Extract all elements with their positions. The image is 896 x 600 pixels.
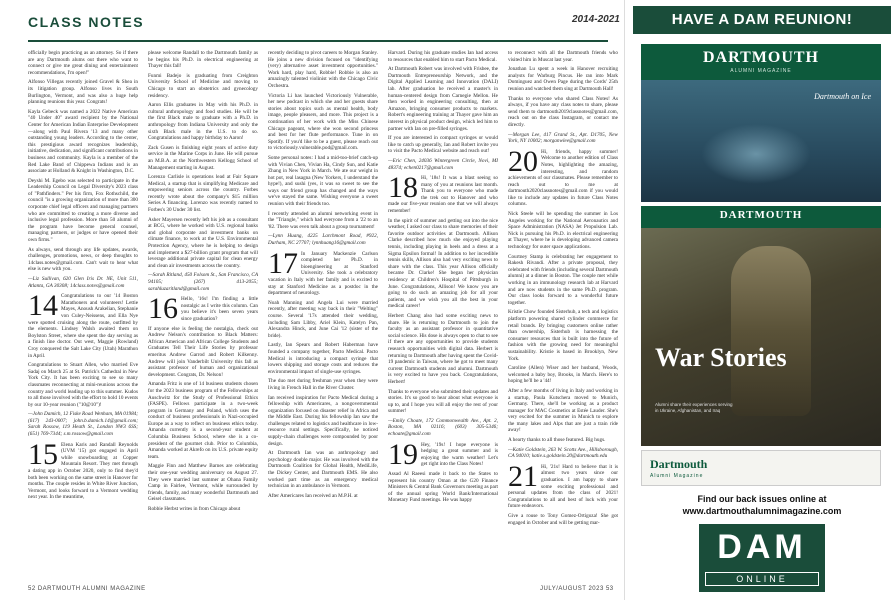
- paragraph: Give a rouse to Tony Gomez-Ortigoza! She got engaged in October and will be getting mar-: [508, 513, 618, 526]
- paragraph: Some personal notes: I had a mid-too-brief catch-up with Vivian Chen, Vivian Ha, Cindy Sun, and Katie Zhang in New York in March. We ate our weight in hot pot, real lasagna (New Yorkers, I understand the hype!), and sushi (yes, it was so sweet to see the ways our friend group has changed and the ways we've stayed the same. Wishing everyone a sweet reunion with their friends too.: [268, 154, 378, 208]
- cover-title: War Stories: [655, 343, 787, 372]
- paragraph: Alfonso Villegas recently joined Gravel & Shea in its litigation group. Alfonso lives in South Burlington, Vermont, and was also a huge help planning reunions this year. Congrats!: [28, 79, 138, 106]
- paragraph: Noah Manning and Angela Lui were married recently, after meeting way back in their "Welting" course. Several '17s attended their wedding, including Sam Libby, Ariel Klein, Katelyn Pan, Alexandra Hinck, and June Cai '12 (sister of the bride).: [268, 299, 378, 339]
- paragraph: A hearty thanks to all those featured. Big hugs.: [508, 437, 606, 444]
- paragraph: Hi, '18s! It was a blast seeing so many of you at reunions last month. Thank you to everyone who made the trek out to Hanover and who made our five-year reunion one that we will always remember!: [388, 175, 498, 215]
- magazine-cover-strip: [641, 450, 881, 486]
- footer-left: 52 DARTMOUTH ALUMNI MAGAZINE: [28, 586, 146, 592]
- class-entry-17: [268, 246, 378, 500]
- footer-right: JULY/AUGUST 2023 53: [540, 586, 614, 592]
- paragraph: Nick Steele will be spending the summer in Los Angeles working for the National Aeronautics and Space Administration (NASA) Jet Propulsion Lab. Nick is pursuing his Ph.D. in electrical engineering at Thayer, where he is developing advanced camera technology for outer space applications.: [508, 211, 618, 251]
- paragraph: Maggie Finn and Matthew Barnes are celebrating their one-year wedding anniversary on August 27. They were married last summer at Ohana Family Camp in Fairlee, Vermont, while surrounded by friends, family, and many wonderful Dartmouth and Geisel classmates.: [148, 463, 258, 503]
- class-year-number: 18: [388, 171, 418, 205]
- class-year-number: 21: [508, 459, 538, 493]
- class-year-number: 17: [268, 246, 298, 280]
- column-3: [268, 50, 378, 585]
- paragraph: After Americares Ian received an M.P.H. at: [268, 492, 358, 499]
- signature: —Liz Sullivan, 620 Glen Iris Dr. NE, Unit 511, Atlanta, GA 30308; 14class.notes@gmail.com: [28, 276, 138, 289]
- paragraph: Harvard. During his graduate studies Ian had access to resources that enabled him to start Pacto Medical.: [388, 50, 498, 63]
- magazine-cover-war-stories: [641, 206, 881, 446]
- ad-url-link[interactable]: www.dartmouthalumnimagazine.com: [682, 506, 842, 516]
- column-2: [148, 50, 258, 585]
- paragraph: After a few months of living in Italy and working in a startup, Paula Kutschera moved to Munich, Germany. There, she'll be working as a product manager for MAC Cosmetics at Estée Lauder. She's very excited for the summer in Munich to explore the many lakes and Alps that are just a train ride away!: [508, 387, 618, 434]
- class-entry-19: [388, 437, 498, 504]
- signature: —Sarah Ritland, 450 Folsom St., San Francisco, CA 94105; (267) 413-2055; sarahluzaritland@gmail.com: [148, 272, 258, 292]
- paragraph: Funmi Badejo is graduating from Creighton University School of Medicine and moving to Chicago to start an obstetrics and gynecology residency.: [148, 72, 258, 99]
- signature: —Morgan Lee, 417 Grand St., Apt. D1705, New York, NY 10002; morganwlee@gmail.com: [508, 131, 618, 145]
- paragraph: In January Mackenzie Carlson completed her Ph.D. in bioengineering at Stanford University. She took a celebratory vacation in Italy with her family and is excited to stay at Stanford Medicine as a postdoc in the department of neurology.: [268, 250, 378, 297]
- paragraph: At Dartmouth Robert was involved with Frisbee, the Dartmouth Entrepreneurship Network, and the Digital Applied Learning and Innovation (DALI) lab. After graduation he received a master's in human-centered design from Carnegie Mellon. He then worked in engineering consulting, then at Amazon, bringing consumer products to markets. Robert's engineering training at Thayer gave him an interest in physical product design, which led him to partner with Ian on pre-filled syringes.: [388, 66, 498, 132]
- paragraph: Kristie Chow founded Sisterhub, a tech and logistics platform powering shared cylinder commerce for retail brands. By bringing customers online rather than ownership, Sisterhub is harnessing the consumer resources that is built into the future of fashion with the growing need for meaningful sustainability. Kristie is based in Brooklyn, New York.: [508, 309, 618, 362]
- paragraph: I recently attended an alumni networking event in the "Triangle," which had everyone from a '22 to an '82. There was even talk about a group tournament!: [268, 210, 378, 230]
- paragraph: Victoria Li has launched Victoriously Vulnerable, her new podcast in which she and her guests share stories about topics such as mental health, body image, people pleasers, and more. This project is a continuation of her work with the Miss Chinese Chicago pageant, where she won second princess and best for her flute performance. Tune in on Spotify. If you'd like to be a guest, please reach out to victoriously.vulnerable.pod@gmail.com.: [268, 92, 378, 152]
- paragraph: Courtney Stamp is celebrating her engagement to Rakesh Rivandi. After a private proposal, they celebrated with friends (including several Dartmouth alumni) at a dinner in Boston. The couple met while working in an immunology research lab at Harvard and are now students in the same Ph.D. program. Our class looks forward to a wonderful future together.: [508, 253, 618, 306]
- paragraph: As always, send through any life updates, awards, challenges, promotions, news, or deep thoughts to 14class.notes@gmail.com. Can't wait to hear what else is new with you.: [28, 246, 138, 273]
- paragraph: Jonathan Lu spent a week in Hanover recruiting analysts for Warburg Pincus. He ran into Mark Dominguez and Owen Page during the Cords' 25th reunion and watched them sing at Dartmouth Hall!: [508, 66, 618, 92]
- paragraph: In the spirit of summer and getting out into the nice weather, I asked our class to share memories of their favorite outdoor activities at Dartmouth. Allison Clarke described how much she enjoyed playing tennis, including playing in heels and a dress at a Sigma Epsilon formal! In addition to her incredible tennis skills, Allison also had very exciting news to share with the class. This year Allison officially became Dr. Clarke! She began her physician residency at Children's Hospital of Pittsburgh in June. Congratulations, Allison! We know you are going to do such an amazing job for all your patients, and we wish you all the best in your medical career!: [388, 217, 498, 310]
- cover-caption: Alumni share their experiences serving in Ukraine, Afghanistan, and Iraq: [655, 402, 733, 413]
- paragraph: Herbert Chang also had some exciting news to share. He is returning to Dartmouth to join the faculty as an assistant professor in quantitative social science. His dose is always open to chat to see if there are any opportunities to provide students research opportunities with digital data. Herbert is returning to Dartmouth after having spent the Covid-19 pandemic in Taiwan, where he got to meet many current Dartmouth students and alumni. Dartmouth is very excited to have you back. Congratulations, Herbert!: [388, 312, 498, 385]
- column-5: [508, 50, 618, 585]
- class-year-number: 15: [28, 437, 58, 471]
- paragraph: Ian received inspiration for Pacto Medical during a fellowship with Americares, a nongovernmental organization focused on disaster relief in Africa and the Middle East. During his fellowship Ian saw the challenges related to logistics and healthcare in low-resource rural settings. Specifically, he noticed supply-chain challenges were compounded by poor design.: [268, 394, 378, 447]
- paragraph: Hello, '16s! I'm finding a little nostalgic as I write this column. Can you believe it's been seven years since graduation?: [181, 296, 258, 322]
- column-1: [28, 50, 138, 585]
- signature: —Emily Choate, 172 Commonwealth Ave., Apt. 2, Boston, MA 02116; (603) 305-5346; echoate@gmail.com: [388, 417, 498, 438]
- masthead-subtitle: ALUMNI MAGAZINE: [730, 68, 792, 74]
- ad-headline: HAVE A DAM REUNION!: [633, 6, 891, 34]
- class-year-number: 16: [148, 292, 178, 326]
- paragraph: to reconnect with all the Dartmouth friends who visited him in Muscat last year.: [508, 50, 618, 63]
- paragraph: Hey, '19s! I hope everyone is hedging a great summer and is enjoying the warm weather! Let's get right into the Class Notes!: [421, 441, 498, 468]
- signature: —Eric Chen, 24036 Wintergreen Circle, Novi, MI 48374; echen0217@gmail.com: [388, 157, 498, 171]
- column-4: [388, 50, 498, 585]
- class-entry-16: [148, 292, 258, 512]
- ad-find-text: Find our back issues online at: [697, 494, 827, 504]
- class-year-number: 20: [508, 144, 538, 178]
- paragraph: please welcome Randall to the Dartmouth family as he begins his Ph.D. in electrical engineering at Thayer this fall!: [148, 50, 258, 70]
- paragraph: Asher Mayersen recently left his job as a consultant at BCG, where he worked with U.S. regional banks and global corporate and investment banks on climate finance, to work at the U.S. Environmental Protection Agency, where he is helping to design and implement a $27-billion grant program that will leverage additional private capital for clean energy and clean air investments across the country.: [148, 216, 258, 269]
- paragraph: Hi, friends, happy summer! Welcome to another edition of Class Notes, highlighting the amazing, interesting, and random achievements of our classmates. Please remember to reach out to me at dartmouth2020classnotes@gmail.com if you would like to include any updates in future Class Notes columns.: [508, 148, 618, 208]
- reunion-ad[interactable]: [624, 0, 896, 600]
- class-year-number: 14: [28, 289, 58, 323]
- paragraph: Caroline (Allen) Wiser and her husband, Woods, welcomed a baby boy, Brooks, in March. Here's to hoping he'll be a '44!: [508, 365, 618, 385]
- paragraph: Hi, '21s! Hard to believe that it is almost two years since our graduation. I am happy to share some exciting professional and personal updates from the class of 2021! Congratulations to all and best of luck with your future endeavors.: [508, 463, 618, 510]
- cover-photo-highlight: [701, 124, 811, 184]
- paragraph: Zack Gusen is finishing eight years of active duty service in the Marine Corps in June. He will pursue an M.B.A. at the Northwestern Kellogg School of Management starting in August.: [148, 144, 258, 171]
- paragraph: Aaron Ellis graduates in May with his Ph.D. in cultural anthropology and food studies. He will be the first Black male to graduate with a Ph.D. in anthropology from Indiana University and only the sixth Black male in the U.S. to do so. Congratulations and happy birthday to Aaron!: [148, 102, 258, 142]
- paragraph: Lastly, Ian Spears and Robert Haberman have founded a company together, Pacto Medical. Pacto Medical is introducing a compact syringe that lowers shipping and storage costs and reduces the environmental impact of single-use syringes.: [268, 342, 378, 375]
- paragraph: Assad Al Raeesi made it back to the States to represent his country Oman at the G20 Finance Ministers & Central Bank Governors meeting as part of the annual spring World Bank/International Monetary Fund meetings. He was happy: [388, 471, 498, 504]
- class-entry-15: [28, 437, 138, 501]
- signature: —John Damich, 12 Fiske Road Wenham, MA 01984; (617) 243-0007; john.b.damich.14@gmail.com; Sarah Rossow, 119 Heath St., London NW3 6SS; (651) 769-7344; s.m.rossow@gmail.com: [28, 411, 138, 438]
- soldier-figure: [731, 246, 811, 416]
- paragraph: Deyshi M. Egebo was selected to participate in the Leadership Council on Legal Diversity's 2023 class of "Pathfinders." Per his firm, Fox Rothschild, the council "is a growing organization of more than 300 corporate chief legal officers and managing partners who are committed to creating a more diverse and inclusive legal profession. More than 50 alumni of the program have become general counsel, managing partners, or judges or have opened their own firms.": [28, 177, 138, 244]
- paragraph: officially begin practicing as an attorney. So if there are any Dartmouth alums out there who want to connect or give me great dining and entertainment recommendations, I'm open!": [28, 50, 138, 76]
- paragraph: Congratulations to our '14 Boston Marathoners and volunteers! Lettie Mayes, Anoush Arakelian, Stephanie von Culey-Neissens, and Ella Nye were spotted cruising along the route, outfitted by the elements. Lindsey Walsh awaited them on Boylston Street, where she spent the day serving as a finish line doctor. Out west, Maggie (Rowland) Croy conquered the Salt Lake City (Utah) Marathon in April.: [28, 293, 138, 359]
- class-year-number: 19: [388, 437, 418, 471]
- paragraph: If anyone else is feeling the nostalgia, check out Andrew Nelson's contribution to Black Matters: African American and African College Students and Graduates Tell Their Life Stories by professor emeritus Andrew Garrod and Robert Kilkenny. Andrew will join Vanderbilt University this fall as assistant professor of human and organizational development. Congrats, Dr. Nelson!: [148, 325, 258, 378]
- masthead-logo: DARTMOUTH: [703, 49, 819, 66]
- masthead-logo: Dartmouth: [650, 457, 708, 471]
- paragraph: Elena Karis and Randall Reynolds (UVM '15) got engaged in April while snowboarding at Copper Mountain Resort. They met through a dating app in October 2020, only to find they'd both been working on the same street in Hanover for months. The couple resides in White River Junction, Vermont, and looks forward to a Vermont wedding next year. In the meantime,: [28, 441, 138, 501]
- paragraph: At Dartmouth Ian was an anthropology and psychology double major. He was involved with the Dartmouth Coalition for Global Health, MediLife, the Dickey Center, and Dartmouth EMS. He also worked part time as an emergency medical technician in an ambulance in Vermont.: [268, 450, 378, 490]
- paragraph: Robbie Herbst writes in from Chicago about: [148, 506, 241, 512]
- paragraph: Thanks to everyone who submitted their updates and stories. It's so good to hear about what everyone is up to, and I hope you will all enjoy the rest of your summer!: [388, 388, 498, 415]
- class-entry-14: [28, 289, 138, 438]
- class-entry-20: [508, 144, 618, 460]
- paragraph: Congratulations to Stuart Allen, who married Eve Sadaj on March 25 at St. Patrick's Cathedral in New York City. It has been exciting to see so many classmates reconnecting at mini-reunions across the country and world leading up to this summer. Kudos to all those involved with the effort to hold 10 events by our 10-year reunion ("10@10")!: [28, 362, 138, 408]
- paragraph: Kayla Gebeck was named a 2022 Native American "40 Under 40" award recipient by the National Center for American Indian Enterprise Development—along with Paul Rivera '13 and many other outstanding young leaders. According to the center, this prestigious award recognizes leadership, initiative, dedication, and significant contributions in business and community. Kayla is a member of the Red Lake Band of Chippewa Indians and is an associate at Holland & Knight in Washington, D.C.: [28, 108, 138, 175]
- cover-tagline: Dartmouth on Ice: [814, 92, 871, 101]
- online-label: ONLINE: [705, 572, 819, 586]
- class-entry-18: [388, 171, 498, 438]
- paragraph: If you are interested in compact syringes or would like to catch up generally, Ian and Robert invite you to visit the Pacto Medical website and reach out!: [388, 135, 498, 155]
- header-rule: [28, 40, 608, 42]
- signature: —Lynn Huang, 4225 Larchmont Road, #922, Durham, NC 27707; lynnhuang16@gmail.com: [268, 233, 378, 247]
- dam-wordmark: DAM: [717, 528, 807, 566]
- section-title: CLASS NOTES: [28, 14, 145, 30]
- paragraph: The duo met during freshman year when they were living in French Hall in the River Cluster.: [268, 378, 378, 391]
- paragraph: Lorenzo Carlisle is operations lead at Fair Square Medical, a startup that is simplifying Medicare and empowering seniors across the country. Forbes recently wrote about the company's $15 million Series A financing. Lorenzo was recently named to Forbes's 30 Under 30 list.: [148, 174, 258, 214]
- masthead-subtitle: Alumni Magazine: [650, 473, 704, 479]
- class-years: 2014-2021: [572, 14, 620, 25]
- signature: —Katie Goldstein, 263 W. Scotts Ave., Hillsborough, CA 94010; katie.s.goldstein.20@dartmouth.edu: [508, 446, 618, 460]
- masthead-logo: DARTMOUTH: [719, 209, 803, 221]
- class-entry-21: [508, 459, 618, 526]
- paragraph: Thanks to everyone who shared Class Notes! As always, if you have any class notes to share, please send them to dartmouth2019classnotes@gmail.com, reach out on the class Instagram, or contact me directly.: [508, 95, 618, 128]
- paragraph: Amanda Fritz is one of 14 business students chosen for the 2023 business program of the Fellowships at Auschwitz for the Study of Professional Ethics (FASPE). Fellows participate in a two-week program in Germany and Poland, which uses the conduct of business professionals in Nazi-occupied Europe as a way to reflect on business ethics today. Amanda currently is a second-year student at Columbia Business School, where she is a co-president of the gourmet club. Prior to Columbia, Amanda worked at Akrefo on its U.S. private equity team.: [148, 381, 258, 460]
- dam-online-logo[interactable]: [699, 524, 825, 592]
- magazine-cover-ice: [641, 44, 881, 202]
- paragraph: recently deciding to pivot careers to Morgan Stanley. He joins a new division focused on "identifying (very) alternative asset investment opportunities." Work hard, play hard, Robbie! Robbie is also an amazingly talented violinist with the Chicago Civic Orchestra.: [268, 50, 378, 89]
